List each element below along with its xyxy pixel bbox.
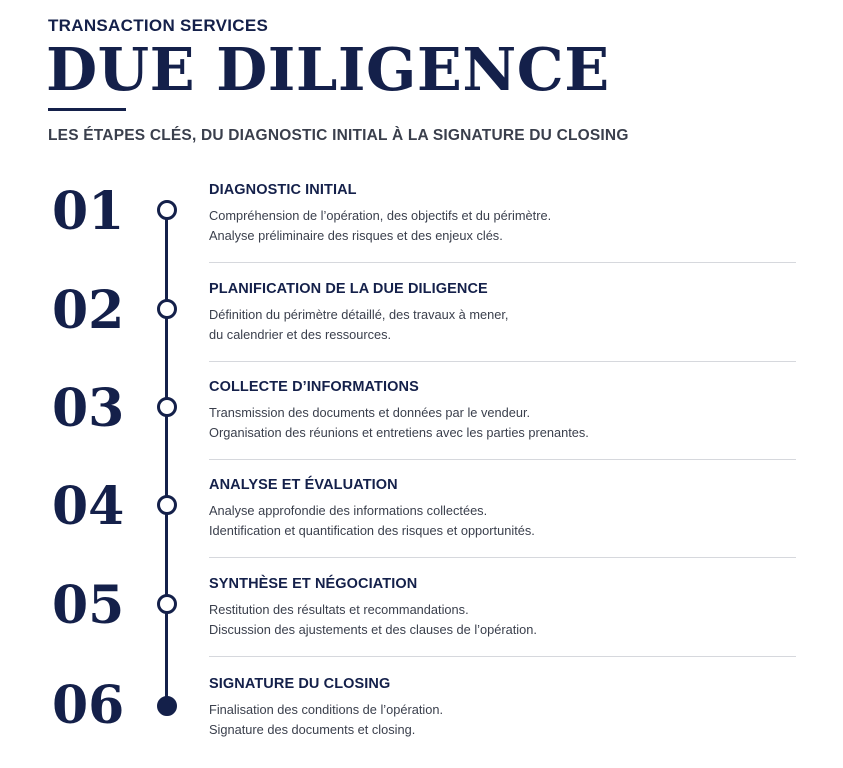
step-description <box>209 700 443 740</box>
timeline-step-5 <box>0 576 843 675</box>
page-subtitle: LES ÉTAPES CLÉS, DU DIAGNOSTIC INITIAL À LA SIGNATURE DU CLOSING <box>48 127 629 144</box>
timeline-dot <box>157 397 177 417</box>
timeline-dot <box>157 495 177 515</box>
step-description-line: du calendrier et des ressources. <box>209 327 392 342</box>
step-description-line: Transmission des documents et données par le vendeur. <box>209 405 531 420</box>
timeline-step-1 <box>0 182 843 281</box>
step-title: SYNTHÈSE ET NÉGOCIATION <box>209 576 418 592</box>
step-title: DIAGNOSTIC INITIAL <box>209 182 357 198</box>
timeline-end-dot <box>157 696 177 716</box>
timeline-dot <box>157 200 177 220</box>
step-number: 01 <box>52 181 125 242</box>
timeline-step-2 <box>0 281 843 380</box>
timeline-dot <box>157 299 177 319</box>
step-description <box>209 206 551 246</box>
step-title: COLLECTE D’INFORMATIONS <box>209 379 419 395</box>
step-number: 04 <box>52 476 125 537</box>
step-description-line: Analyse préliminaire des risques et des enjeux clés. <box>209 228 503 243</box>
title-underline <box>48 108 126 111</box>
timeline-step-4 <box>0 477 843 576</box>
step-description <box>209 403 589 443</box>
step-description <box>209 600 537 640</box>
step-description <box>209 501 535 541</box>
step-description-line: Discussion des ajustements et des clauses de l’opération. <box>209 622 537 637</box>
step-description-line: Définition du périmètre détaillé, des travaux à mener, <box>209 307 509 322</box>
step-number: 03 <box>52 378 125 439</box>
step-divider <box>209 262 796 263</box>
step-divider <box>209 557 796 558</box>
step-description-line: Compréhension de l’opération, des objectifs et du périmètre. <box>209 208 552 223</box>
step-description-line: Organisation des réunions et entretiens avec les parties prenantes. <box>209 425 589 440</box>
step-title: PLANIFICATION DE LA DUE DILIGENCE <box>209 281 488 297</box>
step-description-line: Signature des documents et closing. <box>209 722 416 737</box>
step-divider <box>209 656 796 657</box>
step-number: 06 <box>52 675 125 736</box>
timeline-step-6 <box>0 676 843 768</box>
step-description <box>209 305 508 345</box>
timeline-step-3 <box>0 379 843 478</box>
step-description-line: Finalisation des conditions de l’opération. <box>209 702 444 717</box>
step-number: 05 <box>52 575 125 636</box>
step-title: ANALYSE ET ÉVALUATION <box>209 477 398 493</box>
timeline-dot <box>157 594 177 614</box>
step-description-line: Restitution des résultats et recommandations. <box>209 602 469 617</box>
step-description-line: Identification et quantification des risques et opportunités. <box>209 523 535 538</box>
page-title: DUE DILIGENCE <box>46 35 610 104</box>
section-eyebrow: TRANSACTION SERVICES <box>48 16 269 35</box>
step-title: SIGNATURE DU CLOSING <box>209 676 391 692</box>
step-number: 02 <box>52 280 125 341</box>
step-divider <box>209 361 796 362</box>
step-description-line: Analyse approfondie des informations collectées. <box>209 503 488 518</box>
step-divider <box>209 459 796 460</box>
